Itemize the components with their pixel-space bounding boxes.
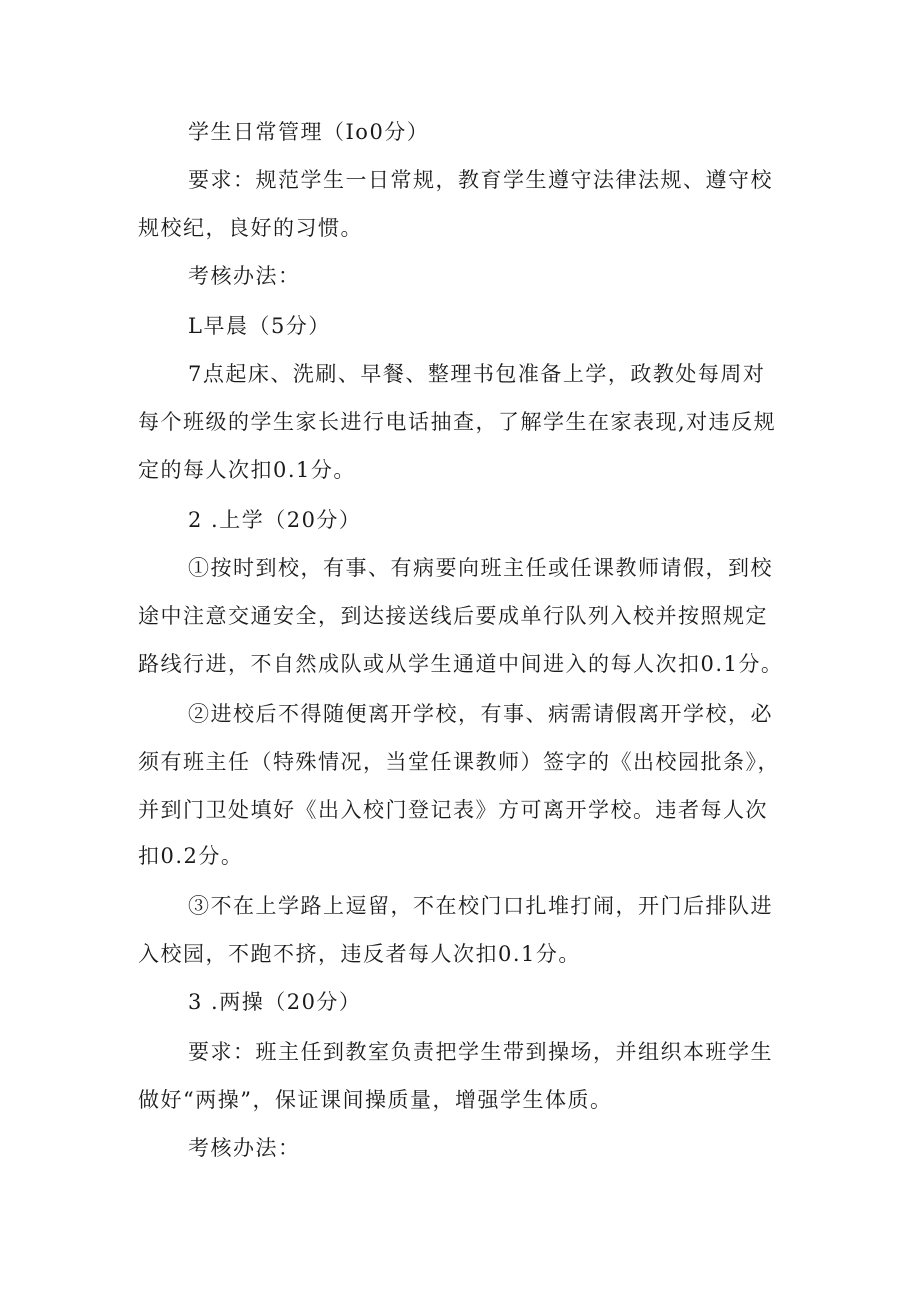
item-2b-line-2: 须有班主任（特殊情况，当堂任课教师）签字的《出校园批条》， [138, 750, 780, 774]
assessment-method-label-3: 考核办法： [188, 1136, 301, 1160]
section-heading: 学生日常管理（Io0分） [188, 120, 430, 144]
item-2a-line-1: ①按时到校，有事、有病要向班主任或任课教师请假，到校 [188, 556, 773, 580]
item-2b-line-3: 并到门卫处填好《出入校门登记表》方可离开学校。违者每人次 [138, 798, 768, 822]
assessment-method-label-1: 考核办法： [188, 264, 301, 288]
item-2-title: 2 .上学（20分） [188, 508, 362, 532]
item-1-line-3: 定的每人次扣0.1分。 [138, 458, 356, 482]
requirement-3-line-1: 要求：班主任到教室负责把学生带到操场，并组织本班学生 [188, 1040, 773, 1064]
requirement-3-line-2: 做好“两操”，保证课间操质量，增强学生体质。 [138, 1088, 613, 1112]
item-3-title: 3 .两操（20分） [188, 990, 362, 1014]
item-2c-line-2: 入校园，不跑不挤，违反者每人次扣0.1分。 [138, 942, 581, 966]
item-2a-line-2: 途中注意交通安全，到达接送线后要成单行队列入校并按照规定 [138, 604, 768, 628]
item-1-line-2: 每个班级的学生家长进行电话抽查，了解学生在家表现,对违反规 [138, 410, 777, 434]
requirement-1-line-2: 规校纪，良好的习惯。 [138, 216, 363, 240]
item-2b-line-4: 扣0.2分。 [138, 844, 244, 868]
requirement-1-line-1: 要求：规范学生一日常规，教育学生遵守法律法规、遵守校 [188, 168, 773, 192]
item-1-title: L早晨（5分） [188, 314, 331, 338]
item-2a-line-3: 路线行进，不自然成队或从学生通道中间进入的每人次扣0.1分。 [138, 652, 784, 676]
item-2b-line-1: ②进校后不得随便离开学校，有事、病需请假离开学校，必 [188, 702, 773, 726]
item-2c-line-1: ③不在上学路上逗留，不在校门口扎堆打闹，开门后排队进 [188, 894, 773, 918]
item-1-line-1: 7点起床、洗刷、早餐、整理书包准备上学，政教处每周对 [188, 362, 766, 386]
